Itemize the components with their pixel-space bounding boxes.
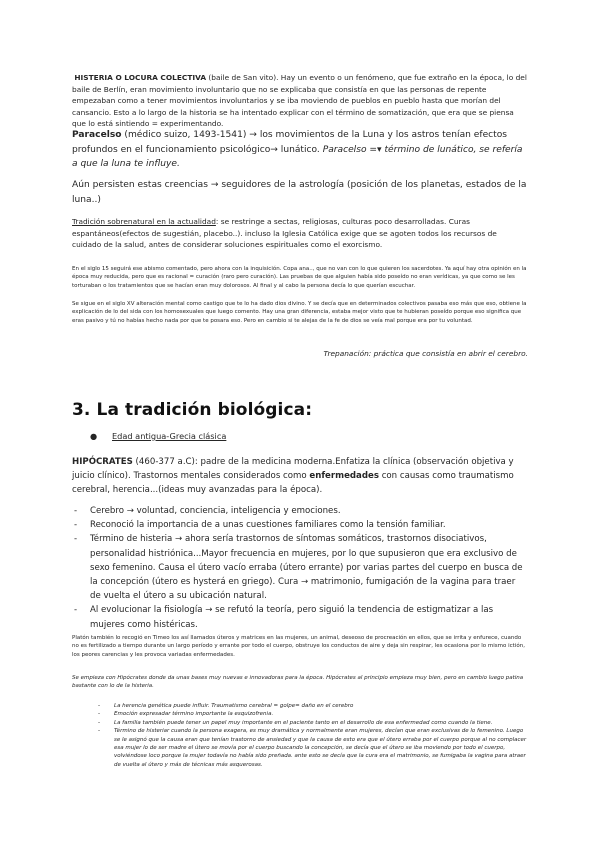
hipocrates-list-item: - Al evolucionar la fisiología → se refutó la teoría, pero siguió la tendencia de estigmatizar a las mujeres como histéricas. xyxy=(72,603,528,631)
paracelso-italic: Paracelso =▾ término de lunático, se refería a que la luna te influye. xyxy=(72,144,523,170)
hipocrates-text1: (460-377 a.C): padre de la medicina moderna.Enfatiza la clínica (observación objetiva y juicio clínico). Trastornos mentales considerados como xyxy=(72,457,514,482)
hipocrates-paragraph xyxy=(72,455,528,498)
histeria-paragraph xyxy=(72,72,528,130)
hipocrates-list-item: - Término de histeria → ahora sería trastornos de síntomas somáticos, trastornos disociativos, personalidad histriónica...Mayor frecuencia en mujeres, por lo que supusieron que era exclusivo de sexo femenino. Causa el útero vacío erraba (útero errante) por varias partes del cuerpo en busca de la concepción (útero es hysterá en griego). Cura → matrimonio, fumigación de la vagina para traer de vuelta el útero a su ubicación natural. xyxy=(72,532,528,603)
hipocrates-summary-text: Se empieza con Hipócrates donde da unas bases muy nuevas e innovadoras para la época. Hipócrates al principio empieza muy bien, pero en cambio luego patina bastante con lo de la histeria. xyxy=(72,675,524,690)
platon-paragraph xyxy=(72,634,528,659)
paracelso-name: Paracelso xyxy=(72,130,122,140)
hipocrates-list-item: - Cerebro → voluntad, conciencia, inteligencia y emociones. xyxy=(72,504,528,518)
section-bullet xyxy=(90,430,226,442)
histeria-title: HISTERIA O LOCURA COLECTIVA xyxy=(74,73,207,82)
siglo15-castigo-paragraph xyxy=(72,300,528,325)
sobrenatural-heading: Tradición sobrenatural en la actualidad xyxy=(72,217,216,226)
section-title: 3. La tradición biológica: xyxy=(72,400,313,420)
trepanacion-line xyxy=(72,348,528,360)
notes-list-item: - Emoción expresadar término importante la esquizofrenia. xyxy=(96,710,528,718)
hipocrates-list-item: - Reconoció la importancia de a unas cuestiones familiares como la tensión familiar. xyxy=(72,518,528,532)
histeria-title-rest: (baile de San vito). xyxy=(206,73,281,82)
notes-list xyxy=(96,702,528,769)
hipocrates-summary xyxy=(72,674,528,691)
sobrenatural-text: : se restringe a sectas, religiosas, culturas poco desarrolladas. Curas espantáneos(efectos de sugestián, placebo..). incluso la Iglesia Católica exige que se agoten todos los recursos de cuidado de la salud, antes de considerar soluciones espirituales como el exorcismo. xyxy=(72,217,497,250)
sobrenatural-paragraph xyxy=(72,216,528,251)
paracelso-paragraph xyxy=(72,128,528,172)
platon-text: Platón también lo recogió en Timeo los así llamados úteros y matrices en las mujeres, un animal, deseoso de procreación en ellos, que se irrita y enfurece, cuando no es fertilizado a tiempo durante un largo período y errante por todo el cuerpo, obstruye los conductos de aire y deja sin respirar, les ocasiona por lo mismo ictión, los peores carencias y les provoca variadas enfermedades. xyxy=(72,635,525,658)
notes-list-item: - La herencia genética puede influir. Traumatismo cerebral = golpe= daño en el cerebro xyxy=(96,702,528,710)
hipocrates-list xyxy=(72,504,528,632)
notes-list-item: - Término de histeriar cuando la persona exagera, es muy dramática y normalmente eran mujeres, decían que eran exclusivas de lo femenino. Luego se le asignó que la causa eran que tenían trastorno de ansiedad y que la causa de esto era que el útero erraba por el cuerpo porque al no complacer esa mujer lo de ser madre el útero se movía por el cuerpo buscando la concepción, se decía que el útero se iba moviendo por todo el cuerpo, volviéndose loco porque la mujer todavía no había sido preñada. ante esto se decía que la cura era el matrimonio, se fumigaba la vagina para atraer de vuelta al útero y más de técnicas más asquerosas. xyxy=(96,727,528,769)
castigo-text: Se sigue en el siglo XV alteración mental como castigo que te lo ha dado dios divino. Y se decía que en determinados colectivos pasaba eso más que eso, obtiene la explicación de lo del sida con los homosexuales que luego comento. Hay una gran diferencia, estaba mejor visto que te hubieran poseído porque eso significa que eras pasivo y tú no habías hecho nada por que te posara eso. Pero en cambio si te alejas de la fe de dios se veía mal porque era por tu voluntad. xyxy=(72,301,527,324)
histeria-body: Hay un evento o un fenómeno, que fue extraño en la época, lo del baile de Berlín, eran movimiento involuntario que no se explicaba que consistía en que las personas de repente empezaban como a tener movimientos involuntarios y se iba moviendo de pueblos en pueblo hasta que morían del cansancio. Esto a lo largo de la historia se ha intentado explicar con el término de somatización, que era que se piensa que lo está sintiendo = experimentando. xyxy=(72,73,527,129)
bullet-dot: ● xyxy=(90,431,98,441)
hipocrates-name: HIPÓCRATES xyxy=(72,457,133,467)
astrologia-paragraph xyxy=(72,178,528,207)
paracelso-text: (médico suizo, 1493-1541) → los movimientos de la Luna y los astros tenían efectos profundos en el funcionamiento psicológico→ lunático. xyxy=(72,130,508,155)
section-bullet-text: Edad antigua-Grecia clásica xyxy=(112,431,227,441)
hipocrates-text2: con causas como traumatismo cerebral, herencia...(ideas muy avanzadas para la época). xyxy=(72,471,514,496)
siglo15-paragraph xyxy=(72,265,528,290)
siglo15-text: En el siglo 15 seguirá ese abismo comentado, pero ahora con la inquisición. Copa ana.., que no van con lo que quieren los sacerdotes. Ya aquí hay otra opinión en la época muy reducida, pero que es racional = curación (raro pero curación). Las pruebas de que alguien había sido poseído no eran verídicas, ya que como se les torturaban o los tratamientos que se hacían eran muy dolorosos. Al final y al cabo la persona decía lo que querían escuchar. xyxy=(72,266,527,289)
notes-list-item: - La familia también puede tener un papel muy importante en el paciente tanto en el desarrollo de esa enfermedad como cuando la tiene. xyxy=(96,719,528,727)
trepanacion-text: Trepanación: práctica que consistía en abrir el cerebro. xyxy=(323,349,528,358)
astrologia-text: Aún persisten estas creencias → seguidores de la astrología (posición de los planetas, estados de la luna..) xyxy=(72,180,527,205)
hipocrates-bold: enfermedades xyxy=(309,471,379,482)
